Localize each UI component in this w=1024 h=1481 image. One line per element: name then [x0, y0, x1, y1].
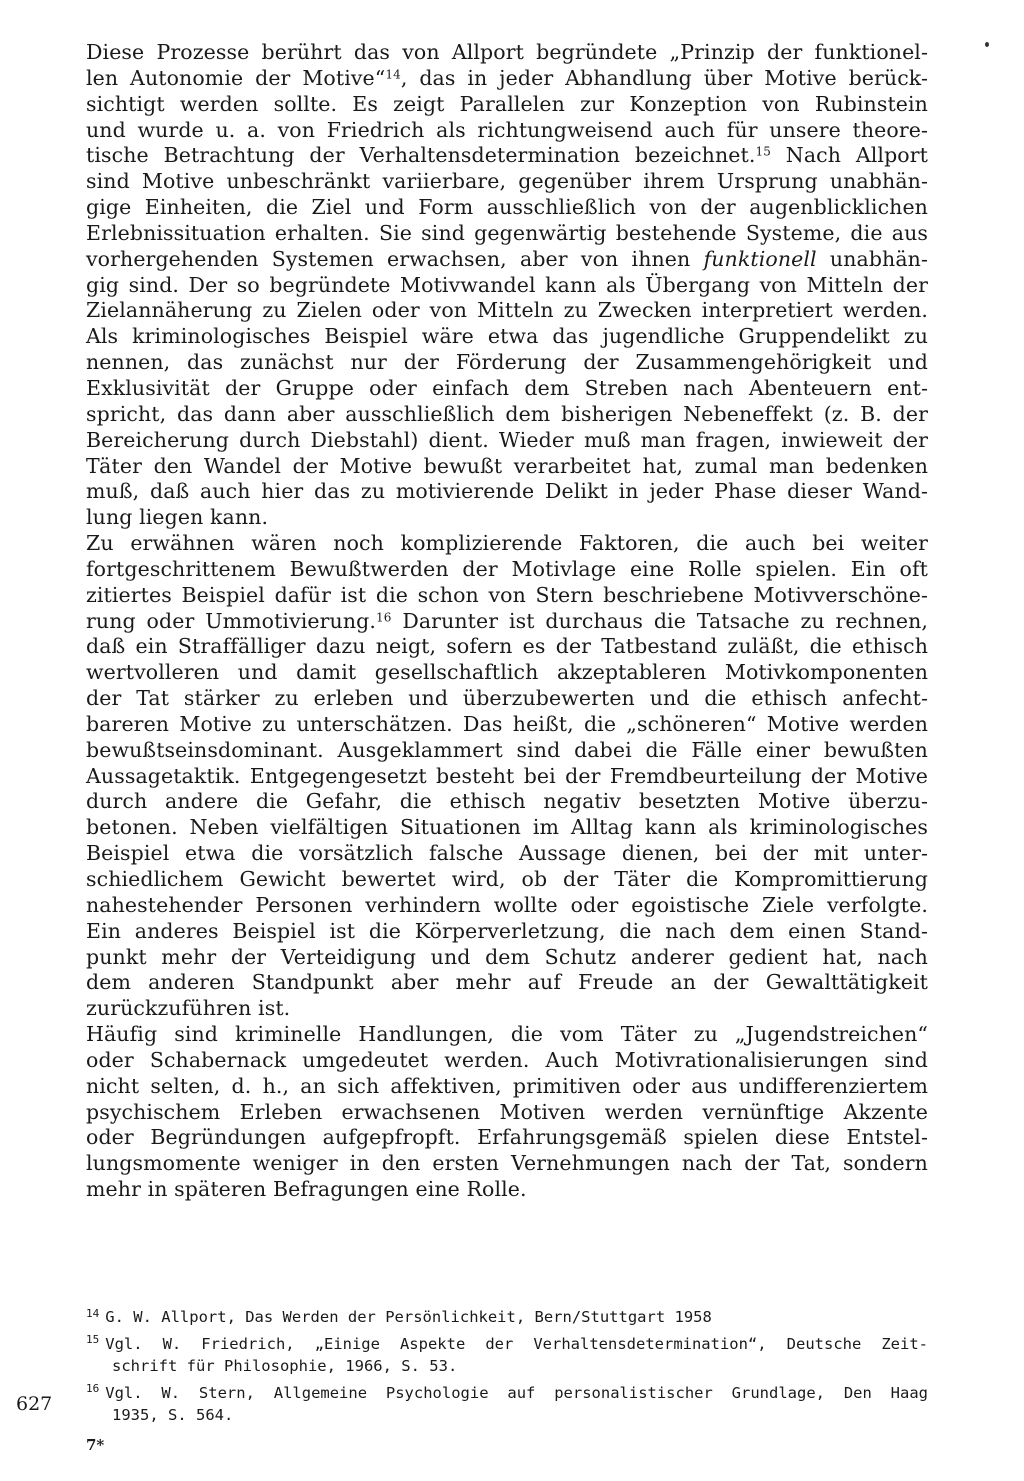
page-number: 627: [16, 1393, 53, 1415]
text-line: schiedlichem Gewicht bewertet wird, ob der Täter die Kompromittierung: [86, 867, 928, 891]
footnote: [86, 1333, 928, 1378]
footnote-line: 1935, S. 564.: [112, 1406, 234, 1424]
text-line: spricht, das dann aber ausschließlich dem bisherigen Nebeneffekt (z. B. der: [86, 401, 928, 426]
text-line: bewußtseinsdominant. Ausgeklammert sind dabei die Fälle einer bewußten: [86, 737, 928, 762]
footnote-ref: 15: [755, 144, 771, 159]
text-line: Täter den Wandel der Motive bewußt verarbeitet hat, zumal man bedenken: [86, 453, 928, 478]
paragraph-3: [86, 1022, 928, 1203]
text-line: Bereicherung durch Diebstahl) dient. Wieder muß man fragen, inwieweit der: [86, 427, 928, 452]
text-line: lungsmomente weniger in den ersten Vernehmungen nach der Tat, sondern: [86, 1151, 928, 1176]
footnote-number: 16: [86, 1382, 100, 1395]
text-line: gig sind. Der so begründete Motivwandel kann als Übergang von Mitteln der: [86, 272, 928, 297]
text-line: wertvolleren und damit gesellschaftlich akzeptableren Motivkomponenten: [86, 660, 928, 685]
text-line: gige Einheiten, die Ziel und Form ausschließlich von der augenblicklichen: [86, 195, 928, 220]
text-line: zurückzuführen ist.: [86, 996, 291, 1021]
text-line: Häufig sind kriminelle Handlungen, die vom Täter zu „Jugendstreichen“: [86, 1022, 928, 1047]
text-line: Zu erwähnen wären noch komplizierende Faktoren, die auch bei weiter: [86, 531, 928, 556]
text-line: betonen. Neben vielfältigen Situationen im Alltag kann als kriminologisches: [86, 815, 928, 840]
text-line: Beispiel etwa die vorsätzlich falsche Aussage dienen, bei der mit unter-: [86, 841, 928, 866]
text-line: und wurde u. a. von Friedrich als richtungweisend auch für unsere theore-: [86, 117, 928, 142]
footnote-line: $^{16}$ Vgl. W. Stern, Allgemeine Psychologie auf personalistischer Grundlage, Den Haag: [86, 1382, 928, 1402]
text-line: sichtigt werden sollte. Es zeigt Parallelen zur Konzeption von Rubinstein: [86, 91, 928, 116]
text-line: Diese Prozesse berührt das von Allport begründete „Prinzip der funktionel-: [86, 40, 928, 64]
text-line: nennen, das zunächst nur der Förderung der Zusammengehörigkeit und: [86, 350, 928, 375]
print-speck: [985, 42, 989, 47]
text-line: rung oder Ummotivierung.$^{16}$ Darunter ist durchaus die Tatsache zu rechnen,: [86, 608, 929, 633]
text-line: Als kriminologisches Beispiel wäre etwa das jugendliche Gruppendelikt zu: [86, 324, 928, 349]
text-line: dem anderen Standpunkt aber mehr auf Freude an der Gewalttätigkeit: [86, 970, 928, 995]
footnotes: [86, 1306, 928, 1431]
footnote-line: schrift für Philosophie, 1966, S. 53.: [112, 1357, 458, 1375]
text-line: lung liegen kann.: [86, 505, 269, 530]
text-line: muß, daß auch hier das zu motivierende Delikt in jeder Phase dieser Wand-: [86, 479, 928, 504]
footnote-ref: 16: [376, 609, 392, 624]
footnote-line: $^{14}$ G. W. Allport, Das Werden der Persönlichkeit, Bern/Stuttgart 1958: [86, 1306, 712, 1326]
text-line: daß ein Straffälliger dazu neigt, sofern es der Tatbestand zuläßt, die ethisch: [86, 634, 928, 659]
text-line: Erlebnissituation erhalten. Sie sind gegenwärtig bestehende Systeme, die aus: [86, 220, 928, 245]
text-line: vorhergehenden Systemen erwachsen, aber von ihnen funktionell unabhän-: [86, 246, 928, 271]
footnote-line: $^{15}$ Vgl. W. Friedrich, „Einige Aspekte der Verhaltensdetermination“, Deutsche Zeit-: [86, 1333, 928, 1353]
text-line: tische Betrachtung der Verhaltensdetermination bezeichnet.$^{15}$ Nach Allport: [86, 143, 928, 168]
emphasized-word: funktionell: [703, 246, 817, 271]
text-line: nahestehender Personen verhindern wollte oder egoistische Ziele verfolgte.: [86, 892, 928, 917]
text-line: Exklusivität der Gruppe oder einfach dem Streben nach Abenteuern ent-: [86, 375, 928, 400]
footnote: [86, 1306, 928, 1329]
paragraph-2: [86, 531, 928, 1022]
paragraph-1: [86, 40, 928, 531]
text-line: oder Begründungen aufgepfropft. Erfahrungsgemäß spielen diese Entstel-: [86, 1125, 928, 1150]
text-line: bareren Motive zu unterschätzen. Das heißt, die „schöneren“ Motive werden: [86, 711, 928, 736]
text-line: zitiertes Beispiel dafür ist die schon von Stern beschriebene Motivverschöne-: [86, 582, 928, 607]
text-line: der Tat stärker zu erleben und überzubewerten und die ethisch anfecht-: [86, 686, 928, 711]
text-line: psychischem Erleben erwachsenen Motiven werden vernünftige Akzente: [86, 1099, 928, 1124]
text-line: durch andere die Gefahr, die ethisch negativ besetzten Motive überzu-: [86, 789, 928, 814]
text-line: mehr in späteren Befragungen eine Rolle.: [86, 1177, 527, 1202]
footnote-ref: 14: [385, 67, 401, 82]
footnote: [86, 1382, 928, 1427]
signature-mark: 7*: [86, 1436, 105, 1454]
text-line: fortgeschrittenem Bewußtwerden der Motivlage eine Rolle spielen. Ein oft: [86, 556, 928, 581]
footnote-number: 15: [86, 1333, 100, 1346]
text-line: Ein anderes Beispiel ist die Körperverletzung, die nach dem einen Stand-: [86, 918, 928, 943]
text-line: nicht selten, d. h., an sich affektiven, primitiven oder aus undifferenziertem: [86, 1073, 928, 1098]
text-line: len Autonomie der Motive“$^{14}$, das in jeder Abhandlung über Motive berück-: [86, 65, 928, 90]
body-text: [86, 40, 928, 1203]
footnote-number: 14: [86, 1306, 100, 1320]
text-line: punkt mehr der Verteidigung und dem Schutz anderer gedient hat, nach: [86, 944, 928, 969]
text-line: sind Motive unbeschränkt variierbare, gegenüber ihrem Ursprung unabhän-: [86, 169, 928, 194]
text-line: oder Schabernack umgedeutet werden. Auch Motivrationalisierungen sind: [86, 1047, 928, 1072]
text-line: Zielannäherung zu Zielen oder von Mitteln zu Zwecken interpretiert werden.: [86, 298, 928, 323]
text-line: Aussagetaktik. Entgegengesetzt besteht bei der Fremdbeurteilung der Motive: [86, 763, 928, 788]
